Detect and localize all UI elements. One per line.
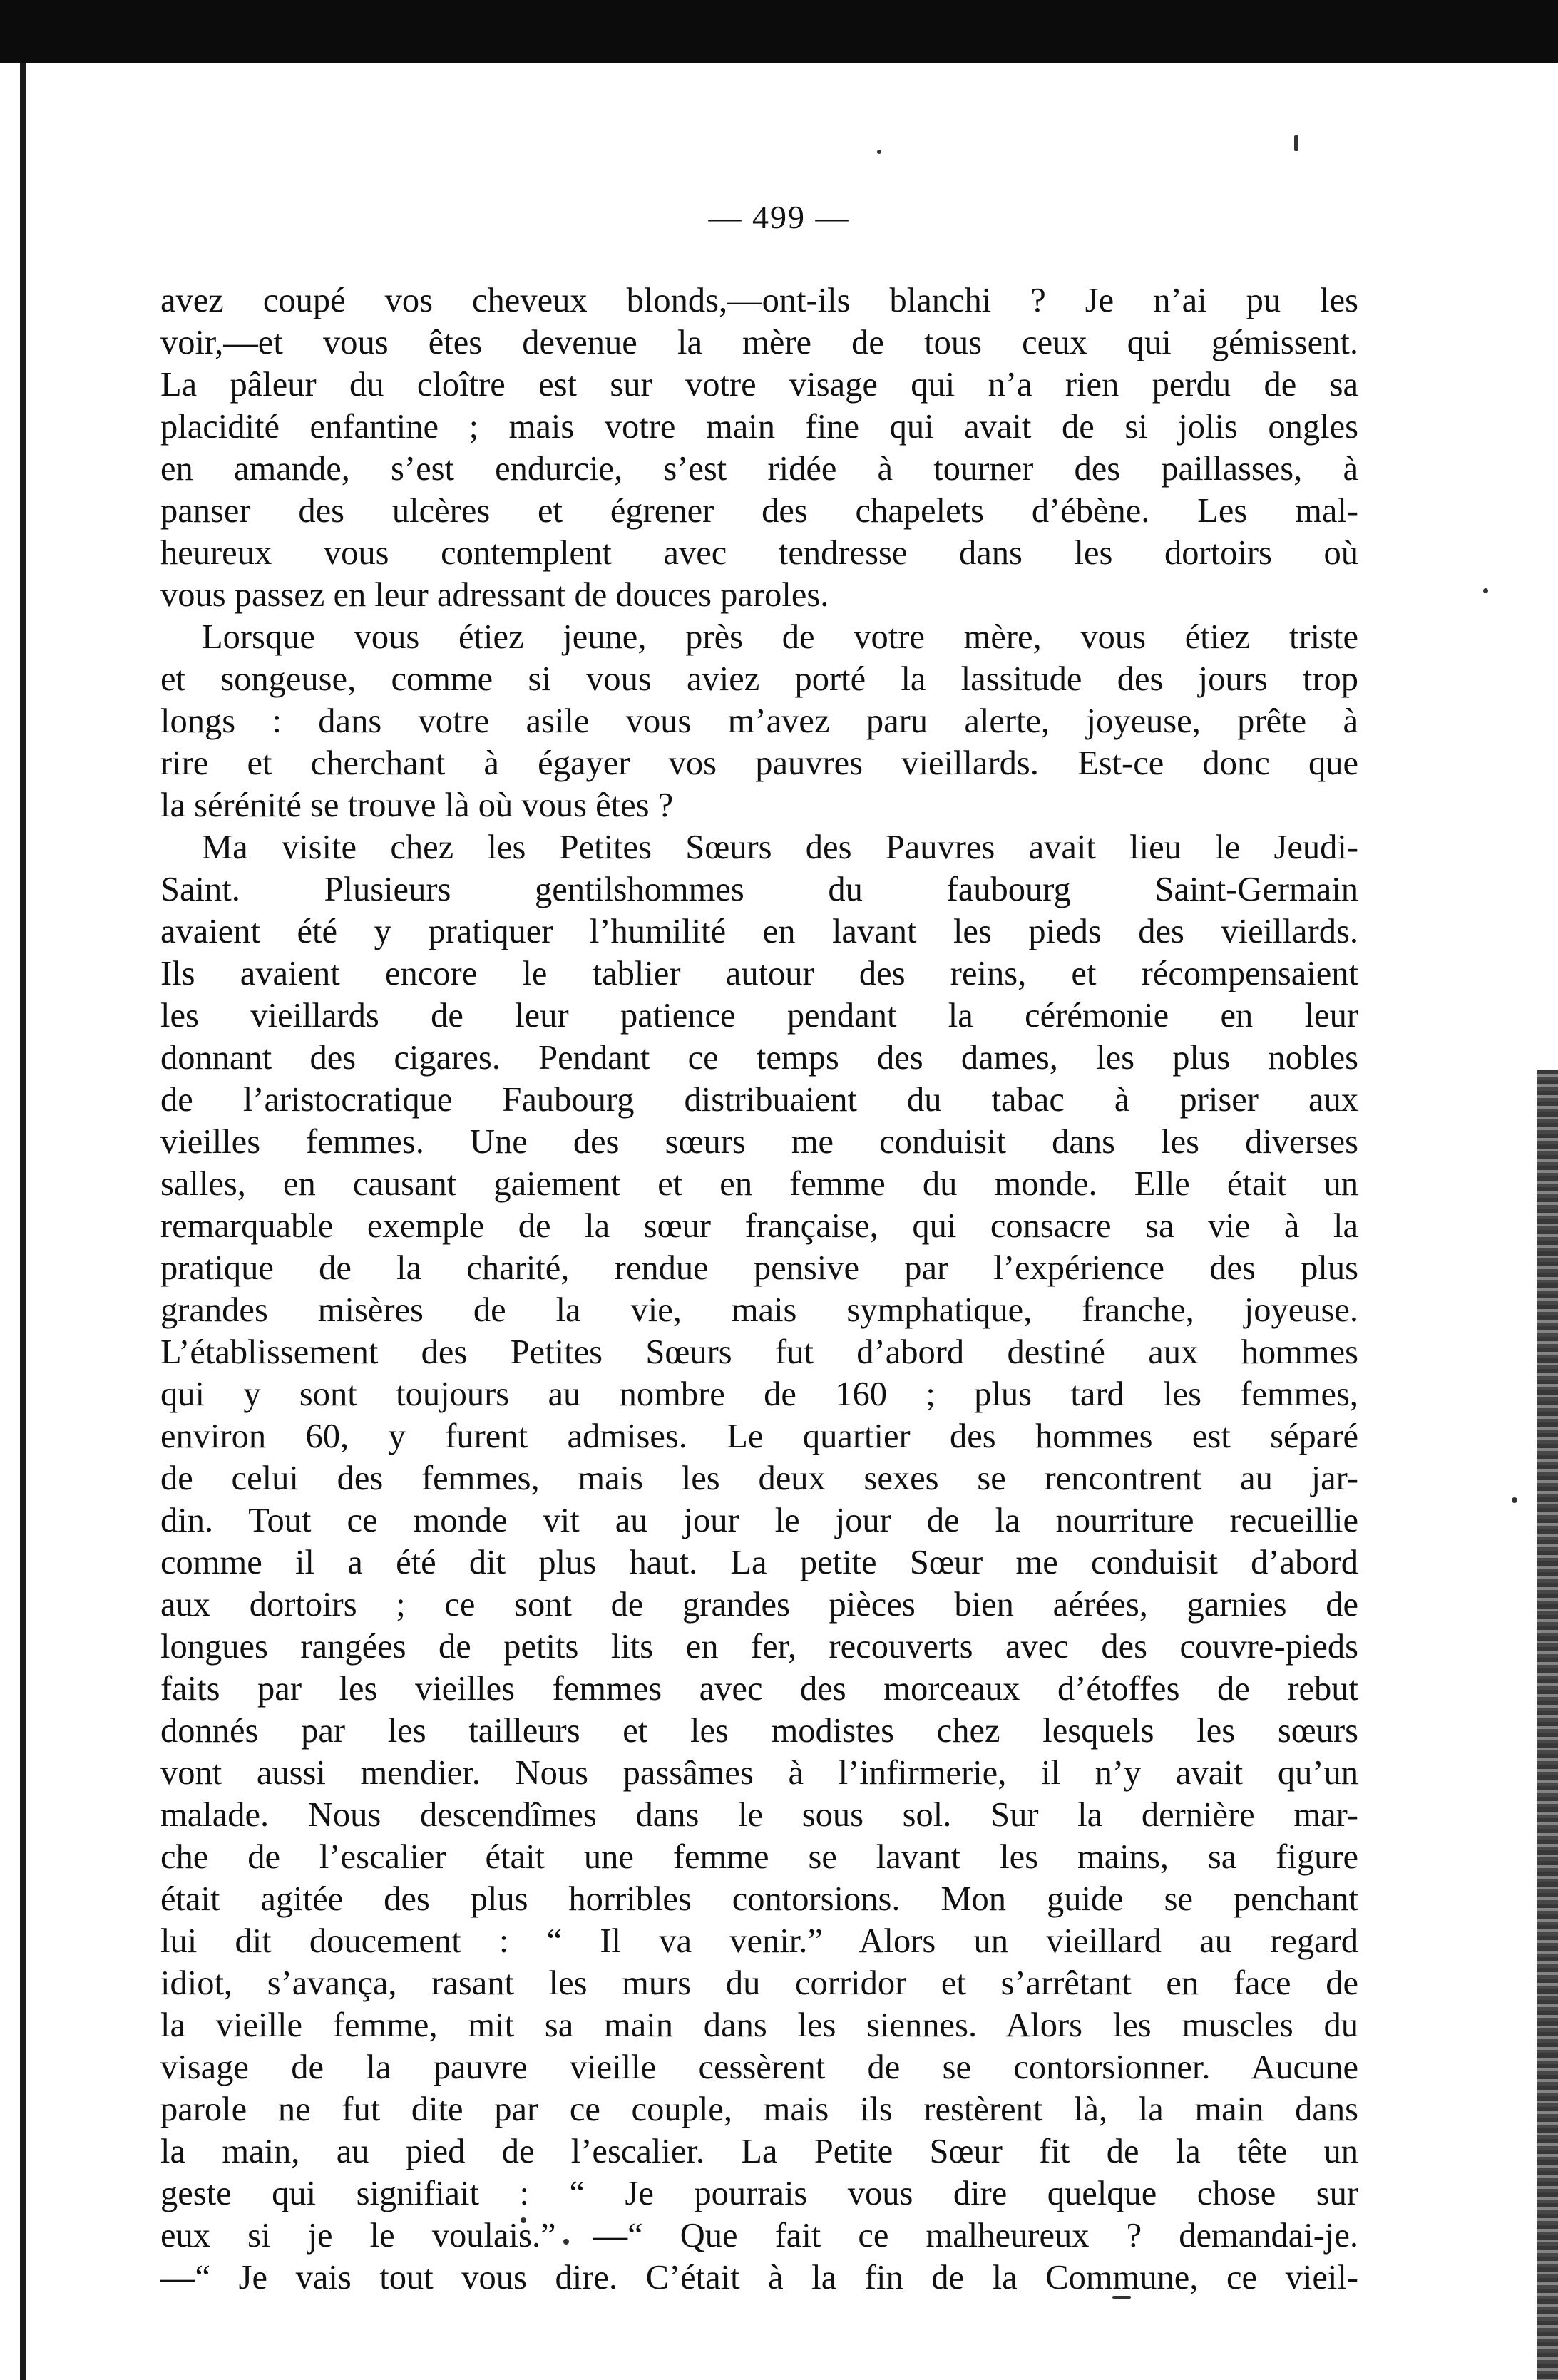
text-line: —“ Je vais tout vous dire. C’était à la fin de la Commune, ce vieil-	[160, 2259, 1358, 2297]
scan-left-border	[20, 63, 26, 2380]
text-line: les vieillards de leur patience pendant la cérémonie en leur	[160, 997, 1358, 1035]
text-line: vieilles femmes. Une des sœurs me conduisit dans les diverses	[160, 1123, 1358, 1161]
paragraph-start-line: Lorsque vous étiez jeune, près de votre mère, vous étiez triste	[202, 618, 1358, 656]
text-line: environ 60, y furent admises. Le quartier des hommes est séparé	[160, 1417, 1358, 1455]
text-line: comme il a été dit plus haut. La petite Sœur me conduisit d’abord	[160, 1544, 1358, 1581]
text-line: placidité enfantine ; mais votre main fine qui avait de si jolis ongles	[160, 408, 1358, 446]
text-line: che de l’escalier était une femme se lavant les mains, sa figure	[160, 1838, 1358, 1876]
text-line: parole ne fut dite par ce couple, mais ils restèrent là, la main dans	[160, 2091, 1358, 2128]
paragraph-start-line: Ma visite chez les Petites Sœurs des Pauvres avait lieu le Jeudi-	[202, 829, 1358, 866]
text-line: geste qui signifiait : “ Je pourrais vous dire quelque chose sur	[160, 2175, 1358, 2212]
text-line: et songeuse, comme si vous aviez porté la lassitude des jours trop	[160, 660, 1358, 698]
body-text	[160, 279, 1358, 2299]
text-line: la vieille femme, mit sa main dans les siennes. Alors les muscles du	[160, 2006, 1358, 2044]
text-line: voir,—et vous êtes devenue la mère de tous ceux qui gémissent.	[160, 324, 1358, 361]
text-line: Saint. Plusieurs gentilshommes du faubourg Saint-Germain	[160, 871, 1358, 908]
scan-top-border	[0, 0, 1558, 63]
text-line: din. Tout ce monde vit au jour le jour de la nourriture recueillie	[160, 1502, 1358, 1539]
text-line: idiot, s’avança, rasant les murs du corridor et s’arrêtant en face de	[160, 1964, 1358, 2002]
text-line: donnés par les tailleurs et les modistes chez lesquels les sœurs	[160, 1712, 1358, 1750]
text-line: avez coupé vos cheveux blonds,—ont-ils blanchi ? Je n’ai pu les	[160, 282, 1358, 319]
text-line: malade. Nous descendîmes dans le sous sol. Sur la dernière mar-	[160, 1796, 1358, 1834]
text-line: grandes misères de la vie, mais symphatique, franche, joyeuse.	[160, 1291, 1358, 1329]
text-line: Ils avaient encore le tablier autour des reins, et récompensaient	[160, 955, 1358, 992]
page-number: — 499 —	[708, 199, 850, 235]
text-line: remarquable exemple de la sœur française, qui consacre sa vie à la	[160, 1207, 1358, 1245]
text-line: était agitée des plus horribles contorsions. Mon guide se penchant	[160, 1880, 1358, 1918]
text-line: aux dortoirs ; ce sont de grandes pièces bien aérées, garnies de	[160, 1586, 1358, 1624]
text-line: eux si je le voulais.” —“ Que fait ce malheureux ? demandai-je.	[160, 2217, 1358, 2255]
text-line: de celui des femmes, mais les deux sexes se rencontrent au jar-	[160, 1460, 1358, 1497]
text-line: pratique de la charité, rendue pensive par l’expérience des plus	[160, 1249, 1358, 1287]
text-line: la main, au pied de l’escalier. La Petite Sœur fit de la tête un	[160, 2133, 1358, 2170]
text-line: heureux vous contemplent avec tendresse dans les dortoirs où	[160, 534, 1358, 572]
text-line: salles, en causant gaiement et en femme du monde. Elle était un	[160, 1165, 1358, 1203]
text-line: de l’aristocratique Faubourg distribuaient du tabac à priser aux	[160, 1081, 1358, 1119]
text-line: La pâleur du cloître est sur votre visage qui n’a rien perdu de sa	[160, 366, 1358, 404]
scan-right-edge-noise	[1537, 1070, 1558, 2380]
text-line: vont aussi mendier. Nous passâmes à l’infirmerie, il n’y avait qu’un	[160, 1754, 1358, 1792]
text-line: faits par les vieilles femmes avec des morceaux d’étoffes de rebut	[160, 1670, 1358, 1708]
text-line: avaient été y pratiquer l’humilité en lavant les pieds des vieillards.	[160, 913, 1358, 950]
text-line: longs : dans votre asile vous m’avez paru alerte, joyeuse, prête à	[160, 702, 1358, 740]
text-line: panser des ulcères et égrener des chapelets d’ébène. Les mal-	[160, 492, 1358, 530]
text-line: donnant des cigares. Pendant ce temps des dames, les plus nobles	[160, 1039, 1358, 1077]
scan-speck	[1512, 1497, 1517, 1503]
text-line: la sérénité se trouve là où vous êtes ?	[160, 786, 674, 824]
text-line: qui y sont toujours au nombre de 160 ; plus tard les femmes,	[160, 1375, 1358, 1413]
text-line: visage de la pauvre vieille cessèrent de se contorsionner. Aucune	[160, 2048, 1358, 2086]
text-line: rire et cherchant à égayer vos pauvres vieillards. Est-ce donc que	[160, 744, 1358, 782]
text-line: longues rangées de petits lits en fer, recouverts avec des couvre-pieds	[160, 1628, 1358, 1666]
text-line: vous passez en leur adressant de douces paroles.	[160, 576, 829, 614]
scan-speck	[1483, 588, 1488, 593]
scan-speck	[1294, 135, 1298, 151]
text-line: lui dit doucement : “ Il va venir.” Alors un vieillard au regard	[160, 1922, 1358, 1960]
text-line: L’établissement des Petites Sœurs fut d’abord destiné aux hommes	[160, 1333, 1358, 1371]
scan-speck	[877, 150, 881, 154]
text-line: en amande, s’est endurcie, s’est ridée à tourner des paillasses, à	[160, 450, 1358, 488]
